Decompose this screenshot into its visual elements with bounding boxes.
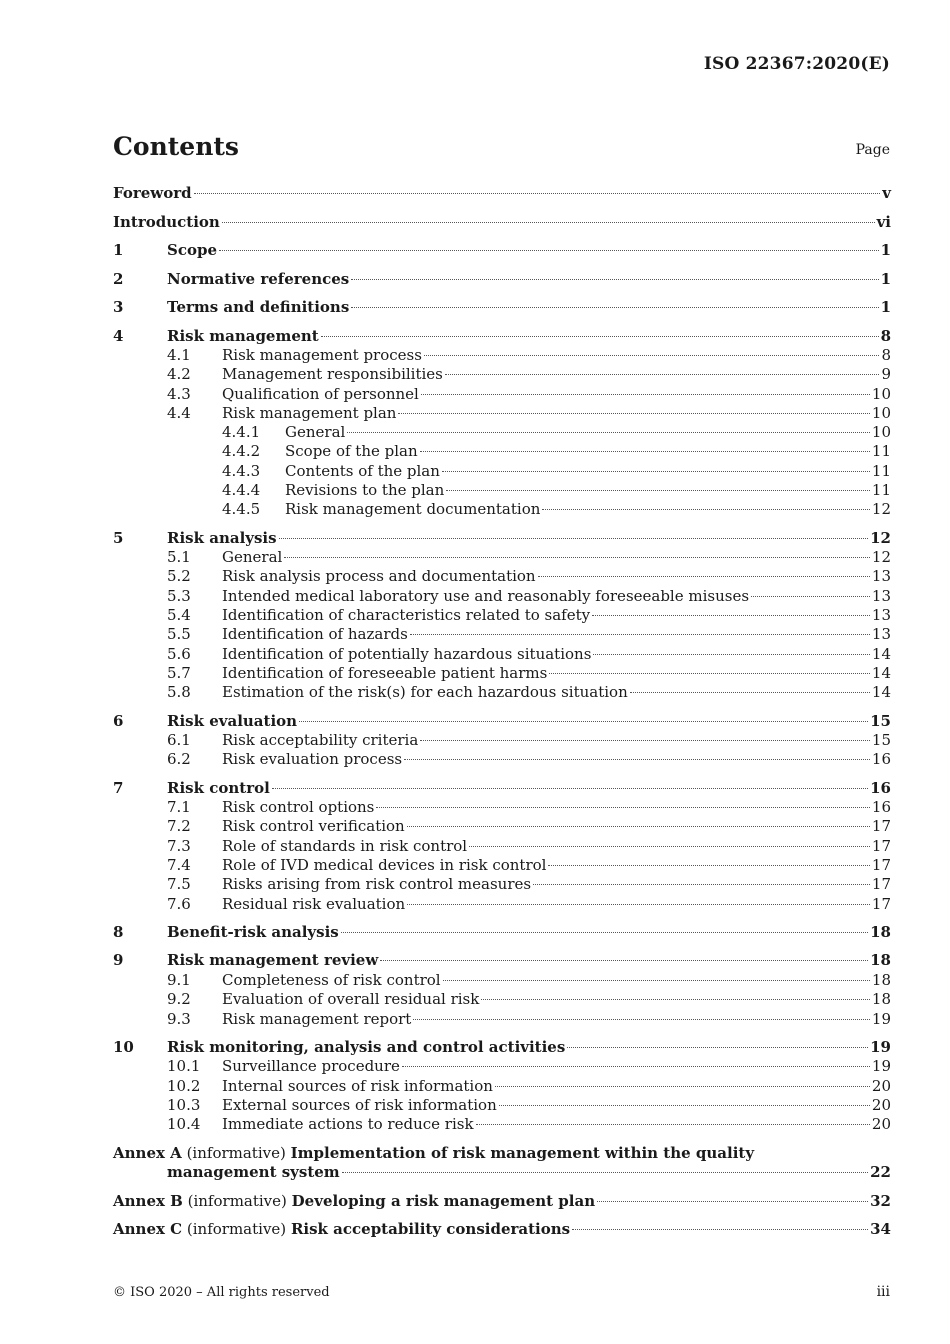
toc-entry-page: 17 bbox=[871, 817, 891, 836]
dot-leader bbox=[446, 490, 870, 491]
toc-entry[interactable] bbox=[113, 856, 891, 875]
toc-entry-title[interactable]: Risk management plan bbox=[222, 403, 397, 422]
annex-title[interactable]: Developing a risk management plan bbox=[291, 1191, 596, 1210]
toc-entry-page: 34 bbox=[870, 1220, 891, 1238]
toc-entry-title[interactable]: Normative references bbox=[167, 269, 350, 288]
dot-leader bbox=[284, 557, 870, 558]
toc-entry-title[interactable]: Residual risk evaluation bbox=[222, 894, 406, 913]
toc-entry-number: 10.3 bbox=[167, 1095, 201, 1114]
toc-entry-title[interactable]: Completeness of risk control bbox=[222, 970, 441, 989]
toc-entry-page: 19 bbox=[871, 1009, 891, 1028]
dot-leader bbox=[410, 634, 870, 635]
dot-leader bbox=[351, 279, 878, 280]
toc-entry-page: v bbox=[882, 184, 891, 202]
toc-entry-title[interactable]: Risk management bbox=[167, 326, 319, 345]
page-title: Contents bbox=[113, 132, 240, 161]
toc-entry-title[interactable]: Internal sources of risk information bbox=[222, 1076, 493, 1095]
copyright-notice: © ISO 2020 – All rights reserved bbox=[113, 1285, 330, 1300]
dot-leader bbox=[533, 884, 870, 885]
dot-leader bbox=[342, 1172, 868, 1173]
toc-entry[interactable] bbox=[113, 779, 891, 799]
toc-entry-page: 12 bbox=[871, 548, 891, 567]
toc-entry-number: 4.1 bbox=[167, 346, 191, 364]
dot-leader bbox=[469, 846, 870, 847]
toc-entry[interactable] bbox=[113, 625, 891, 644]
toc-entry-page: 16 bbox=[870, 778, 891, 797]
toc-entry-page: 18 bbox=[870, 922, 891, 941]
toc-entry-title[interactable]: Risk analysis bbox=[167, 528, 277, 547]
page-column-label: Page bbox=[855, 142, 890, 158]
toc-entry-title[interactable]: General bbox=[285, 423, 346, 442]
dot-leader bbox=[413, 1019, 870, 1020]
toc-entry[interactable] bbox=[113, 645, 891, 664]
toc-entry[interactable] bbox=[113, 385, 891, 404]
toc-entry-page: 8 bbox=[881, 346, 891, 364]
toc-entry-title[interactable]: Contents of the plan bbox=[285, 461, 440, 480]
toc-entry-page: 17 bbox=[871, 836, 891, 855]
toc-entry[interactable] bbox=[113, 990, 891, 1009]
toc-entry[interactable] bbox=[113, 951, 891, 971]
toc-entry-title[interactable]: Risk control verification bbox=[222, 817, 405, 836]
toc-entry-page: 14 bbox=[871, 644, 891, 663]
toc-entry[interactable] bbox=[113, 1057, 891, 1076]
toc-entry-number: 6.2 bbox=[167, 750, 191, 769]
toc-entry[interactable] bbox=[113, 423, 891, 442]
toc-entry[interactable] bbox=[113, 971, 891, 990]
toc-entry-number: 9.3 bbox=[167, 1009, 191, 1028]
toc-entry[interactable] bbox=[113, 683, 891, 702]
toc-entry-title[interactable]: General bbox=[222, 548, 283, 567]
toc-entry[interactable] bbox=[113, 895, 891, 914]
toc-entry[interactable] bbox=[113, 462, 891, 481]
toc-entry[interactable] bbox=[113, 529, 891, 549]
toc-entry[interactable] bbox=[113, 817, 891, 836]
toc-entry-page: 14 bbox=[871, 683, 891, 702]
toc-entry-page: 13 bbox=[871, 625, 891, 644]
toc-entry[interactable] bbox=[113, 327, 891, 347]
toc-entry[interactable] bbox=[113, 365, 891, 384]
toc-entry-title[interactable]: Introduction bbox=[113, 212, 220, 231]
dot-leader bbox=[194, 193, 881, 194]
dot-leader bbox=[407, 904, 870, 905]
toc-entry-number: 4 bbox=[113, 326, 124, 345]
toc-entry-title[interactable]: Management responsibilities bbox=[222, 365, 443, 384]
toc-entry-title[interactable]: Risk acceptability criteria bbox=[222, 731, 419, 750]
dot-leader bbox=[321, 336, 879, 337]
toc-entry-number: 5.4 bbox=[167, 606, 191, 625]
toc-entry-number: 4.2 bbox=[167, 365, 191, 384]
table-of-contents bbox=[113, 184, 891, 1240]
dot-leader bbox=[572, 1229, 868, 1230]
toc-entry-page: 11 bbox=[871, 481, 891, 500]
dot-leader bbox=[421, 394, 870, 395]
toc-entry-number: 7.3 bbox=[167, 836, 191, 855]
toc-entry[interactable] bbox=[113, 1077, 891, 1096]
dot-leader bbox=[495, 1086, 870, 1087]
annex-title[interactable]: Risk acceptability considerations bbox=[290, 1220, 571, 1238]
toc-entry-number: 6 bbox=[113, 711, 124, 730]
dot-leader bbox=[592, 615, 870, 616]
toc-entry-page: 19 bbox=[871, 1057, 891, 1076]
annex-label: Annex C bbox=[113, 1220, 183, 1238]
toc-entry-number: 7.1 bbox=[167, 798, 191, 817]
dot-leader bbox=[597, 1201, 868, 1202]
toc-entry-title[interactable]: Risk control bbox=[167, 778, 270, 797]
toc-entry-title[interactable]: Risk management process bbox=[222, 346, 422, 364]
annex-label: Annex A bbox=[113, 1143, 182, 1162]
toc-entry-number: 6.1 bbox=[167, 731, 191, 750]
dot-leader bbox=[424, 355, 880, 356]
toc-entry-page: 18 bbox=[870, 951, 891, 970]
dot-leader bbox=[407, 826, 870, 827]
toc-entry-page: 11 bbox=[871, 442, 891, 461]
toc-entry[interactable] bbox=[113, 923, 891, 943]
toc-entry-title[interactable]: Foreword bbox=[113, 184, 192, 202]
toc-entry-number: 10.1 bbox=[167, 1057, 201, 1076]
dot-leader bbox=[222, 222, 875, 223]
toc-entry[interactable] bbox=[113, 241, 891, 261]
toc-entry-title[interactable]: Scope of the plan bbox=[285, 442, 418, 461]
dot-leader bbox=[420, 740, 870, 741]
toc-entry-title[interactable]: Identification of potentially hazardous situations bbox=[222, 644, 592, 663]
toc-entry-page: 18 bbox=[871, 990, 891, 1009]
toc-entry-number: 2 bbox=[113, 269, 124, 288]
toc-entry-page: 10 bbox=[871, 403, 891, 422]
toc-entry-page: 20 bbox=[871, 1095, 891, 1114]
toc-entry[interactable] bbox=[113, 213, 891, 233]
toc-entry-number: 4.4.5 bbox=[222, 500, 261, 519]
toc-entry[interactable] bbox=[113, 346, 891, 365]
toc-entry-title[interactable]: Intended medical laboratory use and reasonably foreseeable misuses bbox=[222, 586, 750, 605]
toc-entry-title[interactable]: Role of IVD medical devices in risk control bbox=[222, 856, 547, 875]
document-id: ISO 22367:2020(E) bbox=[703, 54, 890, 74]
toc-entry-title[interactable]: Risk analysis process and documentation bbox=[222, 567, 536, 586]
toc-entry-number: 5.7 bbox=[167, 663, 191, 682]
toc-entry[interactable] bbox=[113, 481, 891, 500]
toc-entry[interactable] bbox=[113, 587, 891, 606]
toc-entry-number: 5 bbox=[113, 528, 124, 547]
toc-entry[interactable] bbox=[113, 837, 891, 856]
toc-entry-number: 4.4.2 bbox=[222, 442, 261, 461]
toc-entry-number: 7 bbox=[113, 778, 124, 797]
annex-label: Annex B bbox=[113, 1191, 183, 1210]
toc-entry[interactable] bbox=[113, 750, 891, 769]
toc-entry-number: 9 bbox=[113, 951, 124, 970]
dot-leader bbox=[630, 692, 870, 693]
toc-entry-number: 1 bbox=[113, 241, 124, 259]
toc-entry-title[interactable]: Revisions to the plan bbox=[285, 481, 445, 500]
annex-type: (informative) bbox=[186, 1220, 287, 1238]
toc-entry-title[interactable]: Estimation of the risk(s) for each hazardous situation bbox=[222, 683, 628, 702]
toc-entry-page: 13 bbox=[871, 567, 891, 586]
toc-entry-title[interactable]: Risks arising from risk control measures bbox=[222, 875, 532, 894]
toc-entry-page: 10 bbox=[871, 423, 891, 442]
toc-entry[interactable] bbox=[113, 1010, 891, 1029]
dot-leader bbox=[376, 807, 870, 808]
dot-leader bbox=[593, 654, 870, 655]
toc-entry-number: 3 bbox=[113, 298, 124, 316]
toc-entry-number: 5.8 bbox=[167, 683, 191, 702]
dot-leader bbox=[549, 673, 870, 674]
dot-leader bbox=[404, 759, 870, 760]
dot-leader bbox=[341, 932, 868, 933]
toc-entry-title[interactable]: Identification of foreseeable patient harms bbox=[222, 663, 548, 682]
toc-entry-page: 12 bbox=[871, 500, 891, 519]
dot-leader bbox=[398, 413, 869, 414]
toc-entry[interactable] bbox=[113, 875, 891, 894]
toc-entry-page: 20 bbox=[871, 1076, 891, 1095]
toc-entry-number: 4.3 bbox=[167, 384, 191, 403]
toc-annex-entry[interactable] bbox=[113, 1144, 891, 1183]
toc-entry-title[interactable]: Risk monitoring, analysis and control activities bbox=[167, 1037, 566, 1056]
toc-entry-page: 19 bbox=[870, 1037, 891, 1056]
toc-entry-number: 4.4.1 bbox=[222, 423, 261, 442]
dot-leader bbox=[538, 576, 870, 577]
toc-entry-title[interactable]: Risk management documentation bbox=[285, 500, 541, 519]
toc-entry-page: 13 bbox=[871, 606, 891, 625]
dot-leader bbox=[299, 721, 868, 722]
toc-entry-title[interactable]: External sources of risk information bbox=[222, 1095, 497, 1114]
dot-leader bbox=[499, 1105, 870, 1106]
dot-leader bbox=[476, 1124, 870, 1125]
dot-leader bbox=[542, 509, 870, 510]
toc-entry-page: 17 bbox=[871, 894, 891, 913]
toc-entry-page: 16 bbox=[871, 750, 891, 769]
dot-leader bbox=[402, 1066, 870, 1067]
toc-entry-title[interactable]: Risk management review bbox=[167, 951, 379, 970]
toc-entry-page: 13 bbox=[871, 586, 891, 605]
annex-title[interactable]: Implementation of risk management within the quality bbox=[290, 1143, 755, 1162]
annex-type: (informative) bbox=[186, 1143, 286, 1162]
toc-entry-title[interactable]: Scope bbox=[167, 241, 218, 259]
toc-entry-page: 15 bbox=[870, 711, 891, 730]
toc-entry-title[interactable]: Benefit-risk analysis bbox=[167, 922, 339, 941]
dot-leader bbox=[347, 432, 870, 433]
toc-annex-entry[interactable] bbox=[113, 1192, 891, 1212]
toc-entry[interactable] bbox=[113, 798, 891, 817]
toc-entry-title[interactable]: Role of standards in risk control bbox=[222, 836, 468, 855]
toc-entry-number: 4.4 bbox=[167, 403, 191, 422]
toc-entry-number: 5.3 bbox=[167, 586, 191, 605]
toc-entry-page: 18 bbox=[871, 970, 891, 989]
toc-entry-page: 11 bbox=[871, 461, 891, 480]
toc-entry-page: 15 bbox=[871, 731, 891, 750]
dot-leader bbox=[279, 538, 869, 539]
toc-entry[interactable] bbox=[113, 606, 891, 625]
toc-entry-page: 9 bbox=[881, 365, 891, 384]
toc-entry-number: 7.4 bbox=[167, 856, 191, 875]
toc-entry-title[interactable]: Qualification of personnel bbox=[222, 384, 419, 403]
toc-entry[interactable] bbox=[113, 270, 891, 290]
toc-entry-page: 22 bbox=[870, 1163, 891, 1181]
dot-leader bbox=[219, 250, 879, 251]
toc-entry-page: 8 bbox=[880, 326, 891, 345]
dot-leader bbox=[380, 960, 868, 961]
toc-annex-entry[interactable] bbox=[113, 1220, 891, 1240]
toc-entry-title[interactable]: Identification of hazards bbox=[222, 625, 408, 644]
toc-entry-number: 5.5 bbox=[167, 625, 191, 644]
dot-leader bbox=[272, 788, 868, 789]
toc-entry-number: 10 bbox=[113, 1037, 134, 1056]
toc-entry-title[interactable]: Immediate actions to reduce risk bbox=[222, 1115, 474, 1134]
toc-entry[interactable] bbox=[113, 712, 891, 732]
toc-entry-page: 32 bbox=[870, 1191, 891, 1210]
toc-entry-title[interactable]: Risk control options bbox=[222, 798, 375, 817]
toc-entry-page: vi bbox=[876, 212, 891, 231]
toc-entry[interactable] bbox=[113, 1038, 891, 1058]
toc-entry-number: 10.2 bbox=[167, 1076, 201, 1095]
dot-leader bbox=[351, 307, 878, 308]
toc-entry[interactable] bbox=[113, 1096, 891, 1115]
toc-entry-page: 20 bbox=[871, 1115, 891, 1134]
dot-leader bbox=[548, 865, 869, 866]
toc-entry-page: 1 bbox=[880, 269, 891, 288]
toc-entry-title[interactable]: Risk management report bbox=[222, 1009, 412, 1028]
toc-entry[interactable] bbox=[113, 404, 891, 423]
toc-entry-title[interactable]: Surveillance procedure bbox=[222, 1057, 400, 1076]
annex-type: (informative) bbox=[187, 1191, 287, 1210]
toc-entry-title[interactable]: Risk evaluation process bbox=[222, 750, 403, 769]
toc-entry-number: 4.4.4 bbox=[222, 481, 261, 500]
toc-entry-page: 12 bbox=[870, 528, 891, 547]
dot-leader bbox=[567, 1047, 868, 1048]
toc-entry-title[interactable]: Evaluation of overall residual risk bbox=[222, 990, 480, 1009]
toc-entry-page: 1 bbox=[880, 298, 891, 316]
dot-leader bbox=[420, 451, 870, 452]
dot-leader bbox=[481, 999, 870, 1000]
dot-leader bbox=[751, 596, 870, 597]
toc-entry-number: 8 bbox=[113, 922, 124, 941]
dot-leader bbox=[443, 980, 870, 981]
toc-entry-page: 14 bbox=[871, 663, 891, 682]
toc-entry[interactable] bbox=[113, 298, 891, 318]
toc-entry-number: 9.2 bbox=[167, 990, 191, 1009]
toc-entry[interactable] bbox=[113, 548, 891, 567]
toc-entry[interactable] bbox=[113, 664, 891, 683]
toc-entry-title[interactable]: Terms and definitions bbox=[167, 298, 350, 316]
toc-entry-number: 7.2 bbox=[167, 817, 191, 836]
toc-entry-number: 5.2 bbox=[167, 567, 191, 586]
page-number: iii bbox=[876, 1284, 890, 1300]
toc-entry-number: 7.5 bbox=[167, 875, 191, 894]
toc-entry-number: 4.4.3 bbox=[222, 461, 261, 480]
toc-entry[interactable] bbox=[113, 500, 891, 519]
dot-leader bbox=[442, 471, 870, 472]
toc-entry[interactable] bbox=[113, 567, 891, 586]
toc-entry-number: 9.1 bbox=[167, 970, 191, 989]
toc-entry[interactable] bbox=[113, 184, 891, 204]
dot-leader bbox=[445, 374, 880, 375]
toc-entry[interactable] bbox=[113, 442, 891, 461]
toc-entry[interactable] bbox=[113, 731, 891, 750]
toc-entry-page: 17 bbox=[871, 875, 891, 894]
toc-entry-number: 5.1 bbox=[167, 548, 191, 567]
toc-entry-page: 1 bbox=[880, 241, 891, 259]
toc-entry-number: 7.6 bbox=[167, 894, 191, 913]
toc-entry-title[interactable]: Risk evaluation bbox=[167, 711, 298, 730]
toc-entry-number: 5.6 bbox=[167, 644, 191, 663]
toc-entry-number: 10.4 bbox=[167, 1115, 201, 1134]
toc-entry-title[interactable]: Identification of characteristics related to safety bbox=[222, 606, 591, 625]
toc-entry-page: 16 bbox=[871, 798, 891, 817]
toc-entry-page: 10 bbox=[871, 384, 891, 403]
toc-entry-page: 17 bbox=[871, 856, 891, 875]
annex-title-continued[interactable]: management system bbox=[167, 1163, 340, 1181]
toc-entry[interactable] bbox=[113, 1115, 891, 1134]
